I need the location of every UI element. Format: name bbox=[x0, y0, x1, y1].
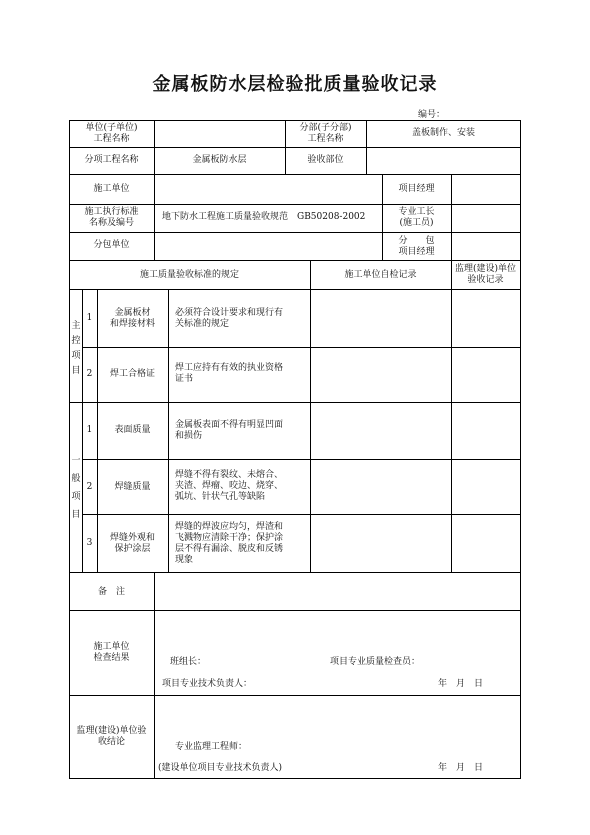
main-item-1-name bbox=[97, 308, 168, 330]
remarks-label: 备 注 bbox=[97, 587, 125, 597]
subpart-name-label bbox=[285, 123, 366, 145]
serial-number-label: 编号： bbox=[418, 110, 446, 120]
table-rule bbox=[69, 120, 521, 121]
main-item-1-rule bbox=[175, 308, 283, 330]
contractor-check-label bbox=[69, 642, 154, 664]
standard-label-line2: 名称及编号 bbox=[88, 218, 134, 228]
general-item-1-rule-line2: 和损伤 bbox=[175, 431, 203, 441]
general-group-char: 一 bbox=[71, 456, 81, 466]
general-item-1-name: 表面质量 bbox=[114, 425, 151, 435]
sub-pm-label bbox=[382, 236, 451, 258]
foreman-label-line2: (施工员) bbox=[399, 218, 434, 228]
general-group-label bbox=[70, 452, 82, 524]
main-item-1-rule-line1: 必须符合设计要求和现行有 bbox=[175, 308, 284, 318]
general-item-3-rule-line2: 飞溅物应清除干净；保护涂 bbox=[175, 533, 284, 543]
main-control-group-label bbox=[70, 319, 82, 379]
unit-name-label-line2: 工程名称 bbox=[93, 134, 130, 144]
main-item-2-rule-line1: 焊工应持有有效的执业资格 bbox=[175, 363, 284, 373]
main-group-char: 目 bbox=[71, 366, 81, 376]
main-group-char: 控 bbox=[71, 336, 81, 346]
team-leader-label: 班组长： bbox=[170, 657, 207, 667]
general-item-3-name-line1: 焊缝外观和 bbox=[109, 533, 155, 543]
supervision-conclusion-label-line1: 监理(建设)单位验 bbox=[76, 726, 147, 736]
table-rule bbox=[82, 347, 521, 348]
general-group-char: 目 bbox=[71, 510, 81, 520]
tech-lead-label: 项目专业技术负责人： bbox=[162, 679, 253, 689]
standard-value[interactable]: 地下防水工程施工质量验收规范 GB50208-2002 bbox=[162, 212, 366, 222]
qc-inspector-label: 项目专业质量检查员： bbox=[330, 657, 421, 667]
foreman-label bbox=[382, 207, 451, 229]
general-item-3-rule bbox=[175, 522, 283, 566]
table-rule bbox=[154, 120, 155, 261]
main-group-char: 项 bbox=[71, 351, 81, 361]
supervision-header-line2: 验收记录 bbox=[467, 275, 504, 285]
standard-column-header: 施工质量验收标准的规定 bbox=[139, 270, 239, 280]
table-rule bbox=[69, 610, 521, 611]
table-rule bbox=[69, 260, 521, 261]
table-rule bbox=[69, 174, 521, 175]
foreman-label-line1: 专业工长 bbox=[398, 207, 435, 217]
supervising-engineer-label: 专业监理工程师： bbox=[175, 742, 248, 752]
main-item-1-name-line1: 金属板材 bbox=[114, 308, 151, 318]
general-item-3-name-line2: 保护涂层 bbox=[114, 544, 151, 554]
page-title: 金属板防水层检验批质量验收记录 bbox=[152, 74, 438, 95]
general-item-3-number: 3 bbox=[86, 538, 93, 548]
general-item-2-number: 2 bbox=[86, 482, 93, 492]
table-rule bbox=[69, 402, 521, 403]
supervision-conclusion-label-line2: 收结论 bbox=[97, 737, 125, 747]
unit-name-label bbox=[69, 123, 154, 145]
table-rule bbox=[82, 514, 521, 515]
table-rule bbox=[520, 120, 521, 779]
contractor-label: 施工单位 bbox=[93, 184, 130, 194]
general-item-2-rule-line2: 夹渣、焊瘤、咬边、烧穿、 bbox=[175, 481, 284, 491]
project-manager-label: 项目经理 bbox=[398, 184, 435, 194]
subpart-name-label-line1: 分部(子分部) bbox=[299, 123, 352, 133]
table-rule bbox=[154, 572, 155, 779]
main-item-2-rule bbox=[175, 363, 283, 385]
main-item-1-rule-line2: 关标准的规定 bbox=[175, 319, 230, 329]
table-rule bbox=[69, 289, 521, 290]
main-item-2-number: 2 bbox=[86, 369, 93, 379]
contractor-check-label-line1: 施工单位 bbox=[93, 642, 130, 652]
general-item-3-rule-line1: 焊缝的焊波应均匀，焊渣和 bbox=[175, 522, 284, 532]
main-item-2-rule-line2: 证书 bbox=[175, 374, 194, 384]
table-rule bbox=[69, 778, 521, 779]
supervision-date: 年 月 日 bbox=[438, 763, 484, 773]
general-item-3-rule-line3: 层不得有漏涂、脱皮和反锈 bbox=[175, 544, 284, 554]
sub-pm-label-line2: 项目经理 bbox=[398, 247, 435, 257]
table-rule bbox=[69, 147, 521, 148]
item-name-label: 分项工程名称 bbox=[84, 155, 139, 165]
supervision-conclusion-label bbox=[69, 726, 154, 748]
general-item-1-rule-line1: 金属板表面不得有明显凹面 bbox=[175, 420, 284, 430]
general-item-3-name bbox=[97, 533, 168, 555]
general-group-char: 项 bbox=[71, 492, 81, 502]
standard-label bbox=[69, 207, 154, 229]
standard-label-line1: 施工执行标准 bbox=[84, 207, 139, 217]
contractor-check-date: 年 月 日 bbox=[438, 679, 484, 689]
general-item-3-rule-line4: 现象 bbox=[175, 555, 194, 565]
main-item-2-name: 焊工合格证 bbox=[109, 369, 155, 379]
table-rule bbox=[69, 232, 521, 233]
item-name-value[interactable]: 金属板防水层 bbox=[192, 155, 247, 165]
owner-lead-label: (建设单位项目专业技术负责人) bbox=[158, 763, 283, 773]
table-rule bbox=[168, 289, 169, 573]
general-item-2-rule-line1: 焊缝不得有裂纹、未熔合、 bbox=[175, 470, 284, 480]
general-item-1-rule bbox=[175, 420, 283, 442]
inspect-part-label: 验收部位 bbox=[307, 155, 344, 165]
general-group-char: 般 bbox=[71, 474, 81, 484]
main-item-1-number: 1 bbox=[86, 313, 93, 323]
unit-name-label-line1: 单位(子单位) bbox=[85, 123, 138, 133]
general-item-2-rule-line3: 弧坑、针状气孔等缺陷 bbox=[175, 492, 266, 502]
subpart-name-value[interactable]: 盖板制作、安装 bbox=[411, 128, 475, 138]
main-group-char: 主 bbox=[71, 321, 81, 331]
table-rule bbox=[451, 260, 452, 573]
supervision-column-header bbox=[451, 264, 520, 286]
contractor-check-label-line2: 检查结果 bbox=[93, 653, 130, 663]
general-item-2-rule bbox=[175, 470, 283, 503]
table-rule bbox=[82, 459, 521, 460]
table-rule bbox=[69, 204, 521, 205]
table-rule bbox=[451, 174, 452, 261]
supervision-header-line1: 监理(建设)单位 bbox=[454, 264, 517, 274]
main-item-1-name-line2: 和焊接材料 bbox=[109, 319, 155, 329]
subpart-name-label-line2: 工程名称 bbox=[307, 134, 344, 144]
table-rule bbox=[69, 572, 521, 573]
self-check-column-header: 施工单位自检记录 bbox=[344, 270, 417, 280]
subcontractor-label: 分包单位 bbox=[93, 240, 130, 250]
general-item-1-number: 1 bbox=[86, 425, 93, 435]
general-item-2-name: 焊缝质量 bbox=[114, 482, 151, 492]
sub-pm-label-line1: 分 包 bbox=[398, 236, 435, 246]
table-rule bbox=[310, 260, 311, 573]
table-rule bbox=[69, 695, 521, 696]
